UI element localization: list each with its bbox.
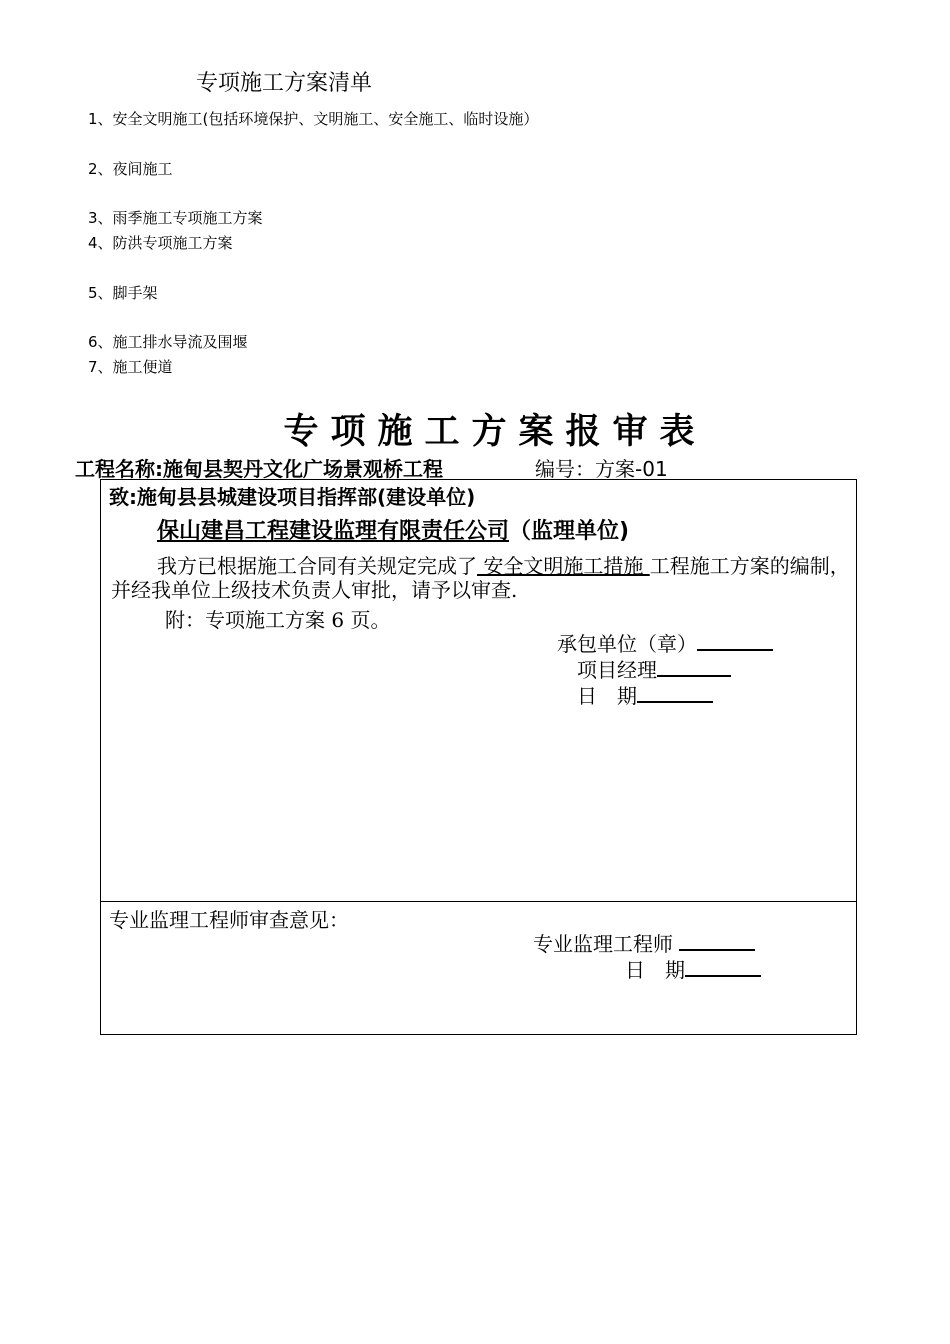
supervisor-line [157, 514, 629, 545]
list-title: 专项施工方案清单 [196, 71, 373, 96]
manager-blank[interactable] [657, 657, 731, 677]
date-blank[interactable] [637, 683, 713, 703]
list-item: 3、雨季施工专项施工方案 [88, 209, 263, 227]
manager-label: 项目经理 [577, 658, 657, 682]
supervisor-name: 保山建昌工程建设监理有限责任公司 [157, 519, 510, 544]
date-label: 日 期 [577, 684, 637, 708]
form-title: 专项施工方案报审表 [283, 412, 707, 452]
attachment-line: 附：专项施工方案 6 页。 [165, 608, 391, 632]
contractor-date [577, 680, 713, 709]
list-item: 6、施工排水导流及围堰 [88, 333, 248, 351]
supervisor-suffix: （监理单位) [509, 519, 630, 544]
body-suffix: 工程施工方案的编制，并经我单位上级技术负责人审批，请予以审查. [111, 554, 850, 602]
section-divider [101, 901, 856, 902]
engineer-date [625, 954, 761, 983]
engineer-signature [533, 928, 755, 957]
list-item: 7、施工便道 [88, 358, 173, 376]
body-paragraph [111, 554, 856, 602]
contractor-signature [557, 628, 773, 657]
engineer-date-blank[interactable] [685, 957, 761, 977]
addressee-line: 致:施甸县县城建设项目指挥部(建设单位) [109, 485, 476, 509]
engineer-date-label: 日 期 [625, 958, 685, 982]
review-form-box [100, 479, 857, 1035]
project-name: 工程名称:施甸县契丹文化广场景观桥工程 [75, 457, 443, 481]
manager-signature [577, 654, 731, 683]
engineer-label: 专业监理工程师 [533, 932, 680, 956]
list-item: 4、防洪专项施工方案 [88, 234, 233, 252]
contractor-blank[interactable] [697, 631, 773, 651]
plan-name: 安全文明施工措施 [477, 554, 650, 578]
engineer-blank[interactable] [679, 931, 755, 951]
list-item: 2、夜间施工 [88, 160, 173, 178]
form-number: 编号：方案-01 [535, 457, 668, 481]
review-opinion-label: 专业监理工程师审查意见： [109, 908, 349, 932]
list-item: 1、安全文明施工(包括环境保护、文明施工、安全施工、临时设施） [88, 110, 539, 128]
list-item: 5、脚手架 [88, 284, 158, 302]
contractor-label: 承包单位（章） [557, 632, 697, 656]
body-prefix: 我方已根据施工合同有关规定完成了 [157, 554, 477, 578]
